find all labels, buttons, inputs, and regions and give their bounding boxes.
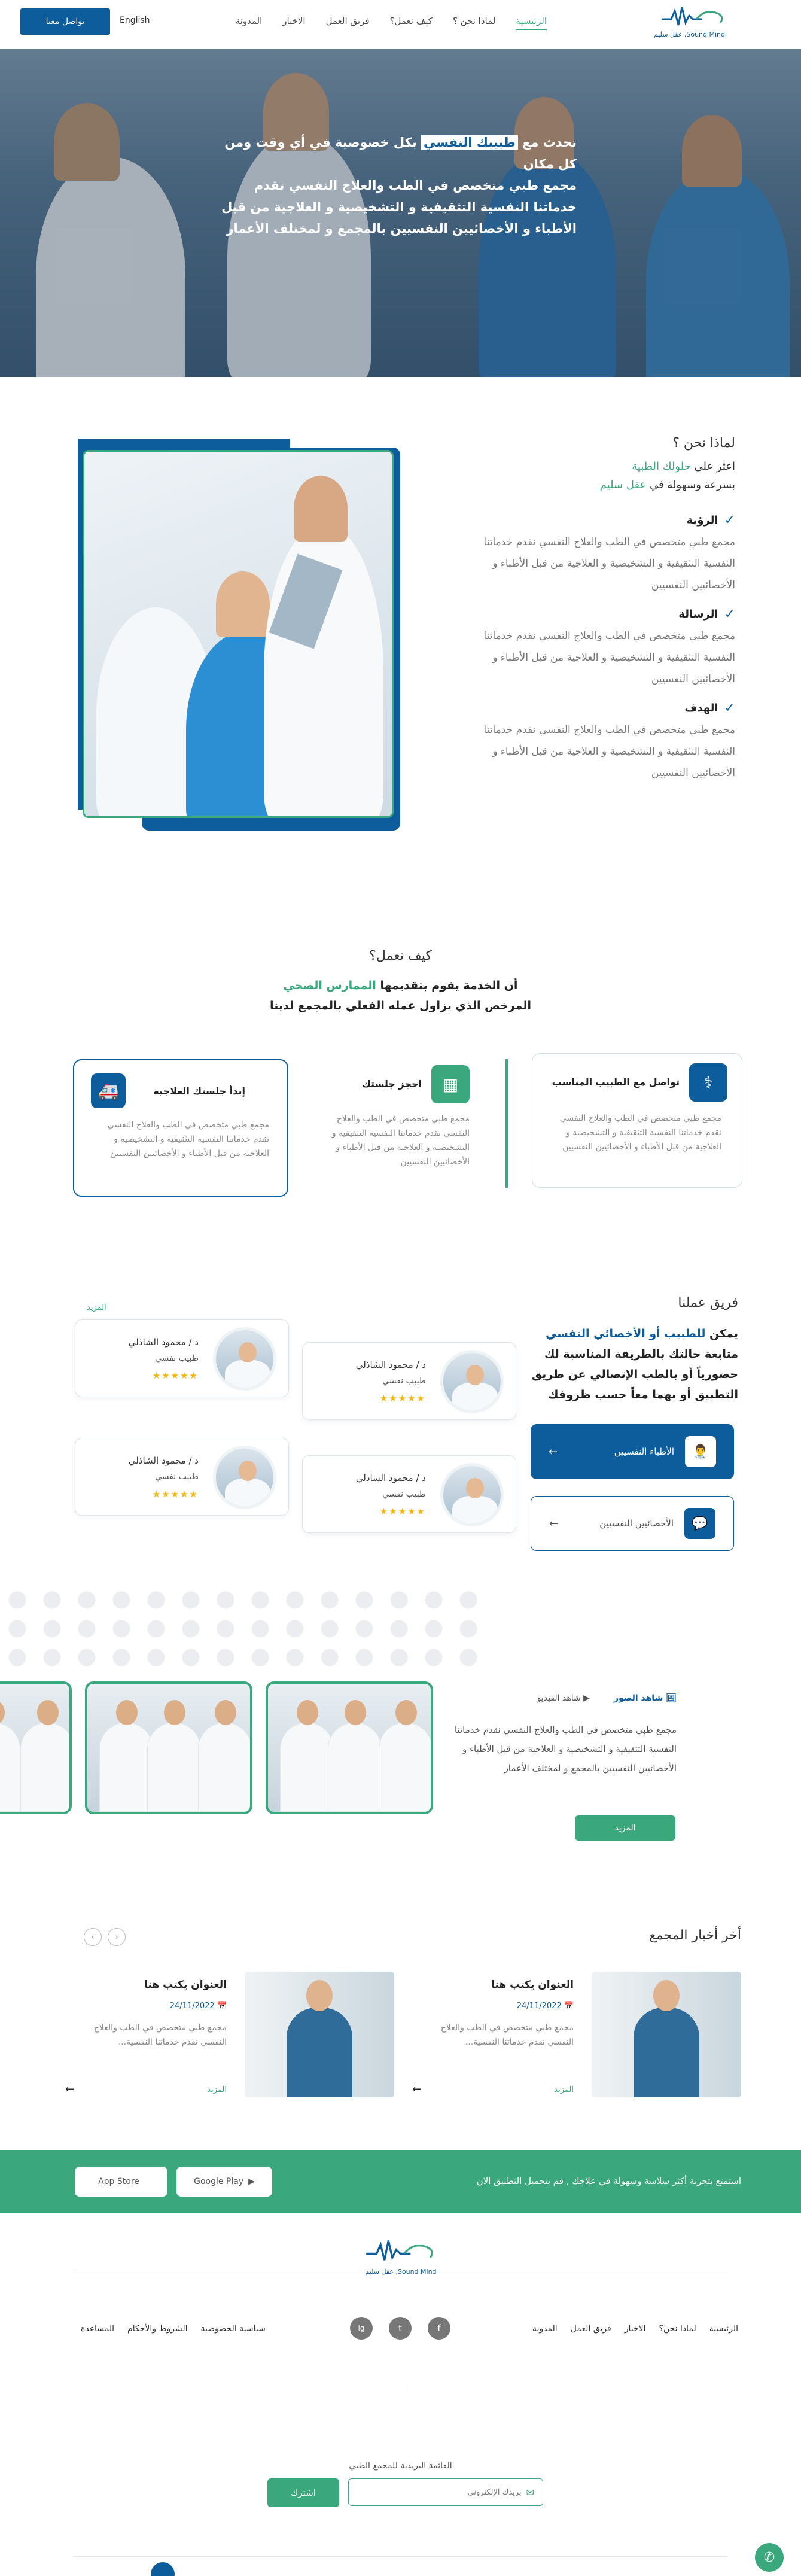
footer-link-blog[interactable]: المدونة	[532, 2324, 558, 2334]
image-icon: 🖼	[663, 1693, 677, 1703]
team-title: فريق عملنا	[678, 1295, 738, 1310]
contact-us-button[interactable]: تواصل معنا	[20, 8, 110, 35]
how-line-2: المرخص الذي يزاول عمله الفعلي بالمجمع لدينا	[269, 999, 531, 1012]
avatar	[213, 1446, 276, 1509]
doctor-connect-icon: ⚕	[689, 1063, 727, 1102]
why-item-mission: ✓ الرسالة مجمع طبي متخصص في الطب والعلاج النفسي نقدم خدماتنا النفسية التثقيفية و التشخيصية و العلاجية من قبل الأطباء و الأخصائيين النفسيين	[483, 607, 735, 685]
footer-nav	[532, 2324, 738, 2334]
doctor-card[interactable]: د / محمود الشاذلي طبيب نفسي ★★★★★	[75, 1438, 289, 1516]
gallery-photo[interactable]	[0, 1681, 72, 1814]
hero-banner	[0, 49, 801, 377]
tab-doctors[interactable]: 👨‍⚕️ الأطباء النفسيين ←	[531, 1424, 734, 1479]
newsletter-email-field[interactable]	[348, 2478, 543, 2506]
why-us-subtitle-1: اعثر على حلولك الطبية	[632, 460, 735, 473]
dots-decoration	[0, 1586, 479, 1669]
avatar	[440, 1350, 504, 1413]
logo-text: Sound Mind, عقل سليم	[653, 31, 725, 38]
app-store-button[interactable]: App Store	[75, 2167, 167, 2197]
arrow-left-icon: ←	[549, 1445, 558, 1458]
facebook-icon[interactable]: f	[428, 2317, 450, 2340]
doctor-icon: 👨‍⚕️	[685, 1436, 716, 1467]
rating-stars: ★★★★★	[379, 1393, 426, 1404]
chevron-left-icon[interactable]: ‹	[108, 1928, 126, 1946]
tab-video[interactable]: ▶ شاهد الفيديو	[537, 1693, 590, 1703]
logo-wave-icon	[660, 5, 726, 29]
twitter-icon[interactable]: t	[389, 2317, 412, 2340]
play-icon: ▶	[580, 1693, 590, 1703]
footer-link-news[interactable]: الاخبار	[624, 2324, 646, 2334]
media-more-button[interactable]: المزيد	[575, 1815, 675, 1841]
news-card[interactable]: العنوان يكتب هنا 📅 24/11/2022 مجمع طبي متخصص في الطب والعلاج النفسي نقدم خدماتنا النفسية... المزيد ←	[406, 1972, 741, 2106]
why-item-vision: ✓ الرؤية مجمع طبي متخصص في الطب والعلاج النفسي نقدم خدماتنا النفسية التثقيفية و التشخيصية و العلاجية من قبل الأطباء و الأخصائيين النفسيين	[483, 513, 735, 591]
logo[interactable]	[653, 5, 726, 38]
how-line-1: أن الخدمة يقوم بتقديمها الممارس الصحي	[283, 979, 518, 992]
arrow-left-icon: ←	[549, 1517, 559, 1530]
header	[0, 0, 801, 49]
arrow-left-icon[interactable]: ←	[65, 2083, 75, 2096]
news-more-link[interactable]: المزيد	[554, 2085, 574, 2094]
tab-specialists[interactable]: 💬 الأخصائيين النفسيين ←	[531, 1496, 734, 1551]
hero-text	[212, 132, 577, 239]
footer-bottom-divider	[73, 2556, 728, 2557]
footer-link-home[interactable]: الرئيسية	[709, 2324, 738, 2334]
nav-how-we-work[interactable]: كيف نعمل؟	[389, 16, 433, 26]
subscribe-button[interactable]: اشترك	[267, 2478, 339, 2507]
hero-body: مجمع طبي متخصص في الطب والعلاج النفسي نقدم خدماتنا النفسية التثقيفية و التشخيصية و العلاجية من قبل الأطباء و الأخصائيين النفسيين بالمجمع و لمختلف الأعمار	[221, 178, 577, 236]
how-card-start: 🚑 إبدأ جلستك العلاجية مجمع طبي متخصص في الطب والعلاج النفسي نقدم خدماتنا النفسية التثقيفية و التشخيصية و العلاجية من قبل الأطباء و الأخصائيين النفسيين	[73, 1059, 288, 1197]
check-icon: ✓	[724, 513, 735, 528]
chat-icon: 💬	[684, 1508, 715, 1539]
doctor-card[interactable]: د / محمود الشاذلي طبيب نفسي ★★★★★	[302, 1455, 516, 1533]
privacy-policy-link[interactable]: سياسية الخصوصية	[200, 2324, 266, 2334]
team-section-intro	[529, 1295, 738, 1405]
news-title: أخر أخبار المجمع	[649, 1928, 741, 1943]
nav-home[interactable]: الرئيسية	[516, 16, 547, 30]
play-store-icon: ▶	[248, 2177, 255, 2186]
check-icon: ✓	[724, 607, 735, 622]
nav-team[interactable]: فريق العمل	[325, 16, 370, 26]
hero-headline: تحدث مع طبيبك النفسي بكل خصوصية في أي وقت ومن كل مكان	[224, 135, 577, 171]
ambulance-icon: 🚑	[91, 1073, 126, 1108]
google-play-button[interactable]: ▶ Google Play	[176, 2167, 272, 2197]
avatar	[213, 1327, 276, 1391]
why-item-goal: ✓ الهدف مجمع طبي متخصص في الطب والعلاج النفسي نقدم خدماتنا النفسية التثقيفية و التشخيصية و العلاجية من قبل الأطباء و الأخصائيين النفسيين	[483, 701, 735, 779]
help-link[interactable]: المساعدة	[81, 2324, 115, 2334]
calendar-icon: 📅	[214, 2002, 227, 2011]
instagram-icon[interactable]: ig	[350, 2317, 373, 2340]
news-card[interactable]: العنوان يكتب هنا 📅 24/11/2022 مجمع طبي متخصص في الطب والعلاج النفسي نقدم خدماتنا النفسية... المزيد ←	[59, 1972, 394, 2106]
nav-blog[interactable]: المدونة	[235, 16, 263, 26]
avatar	[440, 1463, 504, 1526]
logo-wave-icon	[365, 2237, 437, 2265]
rating-stars: ★★★★★	[152, 1370, 199, 1381]
footer-link-why[interactable]: لماذا نحن؟	[659, 2324, 696, 2334]
calendar-icon: ▦	[431, 1065, 470, 1103]
app-download-text: استمتع بتجربة أكثر سلاسة وسهولة في علاجك , قم بتحميل التطبيق الان	[476, 2176, 741, 2186]
tab-images[interactable]: 🖼 شاهد الصور	[613, 1693, 677, 1703]
newsletter-label: القائمة البريدية للمجمع الطبي	[349, 2461, 452, 2471]
team-description: يمكن للطبيب أو الأخصائي النفسي متابعة حالتك بالطريقة المناسبة لك حضورياً أو بالطب الإتصالي عن طريق التطبيق أو بهما معاً حسب ظروفك	[531, 1327, 738, 1401]
rating-stars: ★★★★★	[152, 1489, 199, 1500]
nav-news[interactable]: الاخبار	[282, 16, 306, 26]
how-title: كيف نعمل؟	[369, 948, 432, 963]
footer-legal-links	[81, 2324, 266, 2334]
gallery-photo[interactable]	[85, 1681, 252, 1814]
whatsapp-icon[interactable]: ✆	[755, 2543, 784, 2572]
rating-stars: ★★★★★	[379, 1506, 426, 1517]
language-switch[interactable]: English	[120, 16, 150, 25]
arrow-left-icon[interactable]: ←	[412, 2083, 422, 2096]
email-input[interactable]	[357, 2488, 522, 2497]
chevron-right-icon[interactable]: ›	[84, 1928, 102, 1946]
how-section-head	[0, 948, 801, 1012]
team-more-link[interactable]: المزيد	[87, 1303, 106, 1312]
how-card-connect: ⚕ تواصل مع الطبيب المناسب مجمع طبي متخصص في الطب والعلاج النفسي نقدم خدماتنا النفسية التثقيفية و التشخيصية و العلاجية من قبل الأطباء و الأخصائيين النفسيين	[532, 1053, 742, 1188]
doctor-card[interactable]: د / محمود الشاذلي طبيب نفسي ★★★★★	[302, 1342, 516, 1420]
media-text: مجمع طبي متخصص في الطب والعلاج النفسي نقدم خدماتنا النفسية التثقيفية و التشخيصية و العلاجية من قبل الأطباء و الأخصائيين النفسيين بالمجمع و لمختلف الأعمار	[454, 1725, 677, 1774]
doctor-card[interactable]: د / محمود الشاذلي طبيب نفسي ★★★★★	[75, 1319, 289, 1397]
footer-logo[interactable]: Sound Mind, عقل سليم	[362, 2237, 440, 2280]
nav-why-us[interactable]: لماذا نحن ؟	[452, 16, 496, 26]
main-nav	[236, 16, 547, 30]
news-image	[592, 1972, 741, 2097]
why-us-title: لماذا نحن ؟	[672, 436, 735, 451]
why-us-subtitle-2: بسرعة وسهولة في عقل سليم	[599, 479, 735, 491]
news-slider-arrows	[84, 1928, 126, 1946]
mail-icon: ✉	[526, 2486, 534, 2498]
scroll-top-button[interactable]	[151, 2562, 175, 2576]
media-tabs	[537, 1693, 677, 1703]
check-icon: ✓	[724, 701, 735, 716]
how-card-book: ▦ احجز جلستك مجمع طبي متخصص في الطب والعلاج النفسي نقدم خدماتنا النفسية التثقيفية و التشخيصية و العلاجية من قبل الأطباء و الأخصائيين النفسيين	[301, 1059, 508, 1188]
gallery-photo[interactable]	[266, 1681, 433, 1814]
terms-link[interactable]: الشروط والأحكام	[127, 2324, 188, 2334]
footer-link-team[interactable]: فريق العمل	[570, 2324, 611, 2334]
news-image	[245, 1972, 394, 2097]
why-us-section	[454, 436, 735, 784]
why-us-image	[83, 450, 394, 818]
calendar-icon: 📅	[561, 2002, 574, 2011]
news-more-link[interactable]: المزيد	[207, 2085, 227, 2094]
